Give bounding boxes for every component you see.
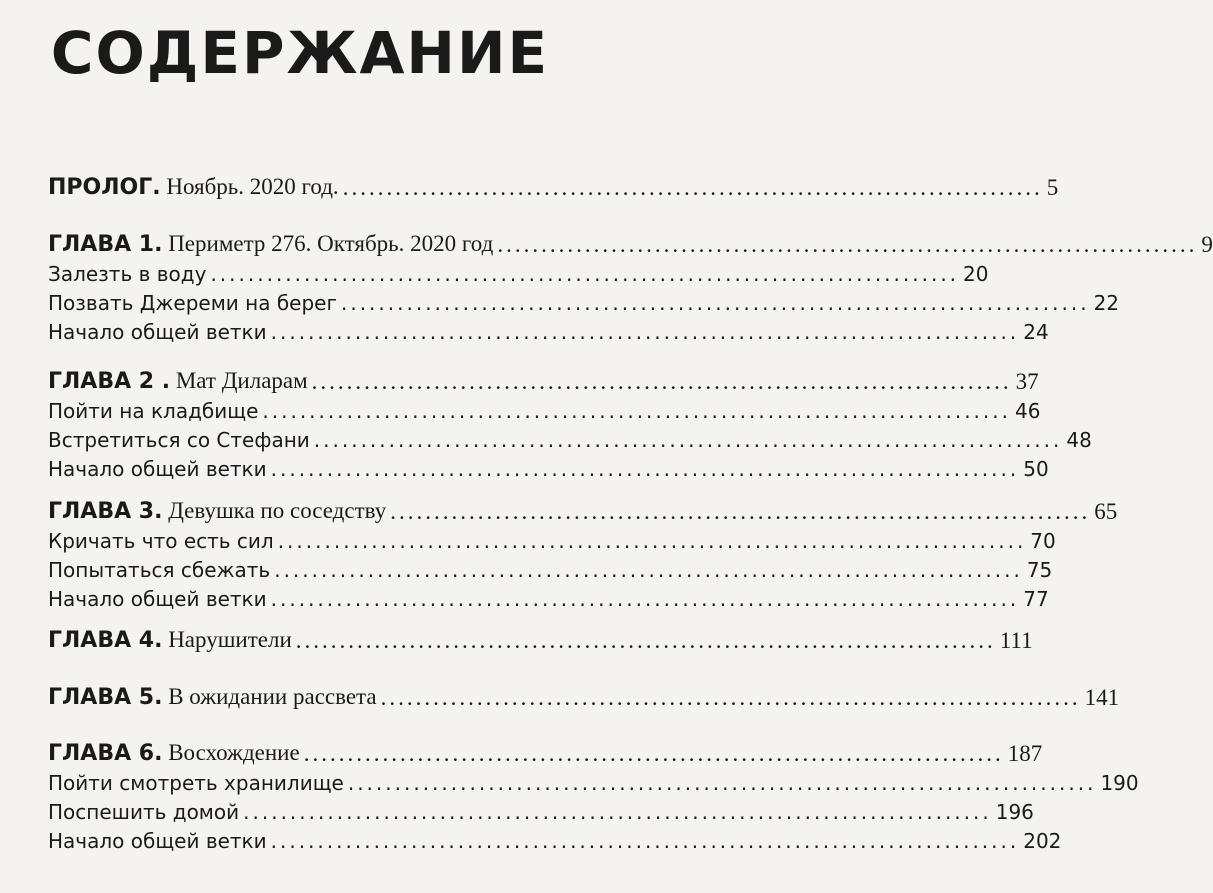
chapter-title: Мат Диларам bbox=[170, 368, 308, 393]
entry-label: Пойти смотреть хранилище bbox=[48, 771, 344, 795]
entry-label: Встретиться со Стефани bbox=[48, 428, 310, 452]
page-number: 75 bbox=[1026, 558, 1053, 582]
entry-label: Кричать что есть сил bbox=[48, 529, 274, 553]
toc-entry-chapter-1[interactable]: ГЛАВА 1. Периметр 276. Октябрь. 2020 год ................................................................................ 9 bbox=[48, 230, 580, 260]
toc-entry-sub[interactable]: Начало общей ветки ................................................................................ 77 bbox=[48, 584, 580, 614]
entry-label: Начало общей ветки bbox=[48, 320, 267, 344]
chapter-title: Нарушители bbox=[162, 627, 292, 652]
page-number: 70 bbox=[1030, 529, 1056, 553]
toc-entry-sub[interactable]: Попытаться сбежать ................................................................................ 75 bbox=[48, 555, 580, 585]
entry-label: Поспешить домой bbox=[48, 800, 240, 824]
toc-entry-chapter-3[interactable]: ГЛАВА 3. Девушка по соседству ................................................................................ 65 bbox=[48, 497, 580, 527]
entry-label: Пойти на кладбище bbox=[48, 399, 259, 423]
page-number: 111 bbox=[999, 628, 1033, 653]
page-number: 9 bbox=[1201, 232, 1213, 257]
entry-label: Начало общей ветки bbox=[48, 457, 267, 481]
entry-label: Начало общей ветки bbox=[48, 829, 267, 853]
page-title: СОДЕРЖАНИЕ bbox=[50, 19, 550, 87]
toc-entry-sub[interactable]: Поспешить домой ................................................................................ 196 bbox=[48, 797, 580, 827]
chapter-head: ГЛАВА 4. bbox=[48, 628, 163, 653]
page-number: 65 bbox=[1094, 499, 1118, 524]
page-number: 5 bbox=[1046, 175, 1059, 200]
entry-label: Начало общей ветки bbox=[48, 587, 267, 611]
toc-entry-chapter-4[interactable]: ГЛАВА 4. Нарушители ................................................................................ 111 bbox=[48, 626, 580, 656]
toc-entry-prologue[interactable]: ПРОЛОГ. Ноябрь. 2020 год. ................................................................................ 5 bbox=[48, 173, 580, 203]
page-number: 37 bbox=[1015, 369, 1039, 394]
page-number: 202 bbox=[1023, 829, 1062, 853]
chapter-head: ГЛАВА 5. bbox=[48, 685, 163, 710]
page-number: 190 bbox=[1100, 771, 1139, 795]
entry-label: Позвать Джереми на берег bbox=[48, 291, 337, 315]
toc-entry-sub[interactable]: Пойти на кладбище ................................................................................ 46 bbox=[48, 396, 580, 426]
toc-entry-chapter-5[interactable]: ГЛАВА 5. В ожидании рассвета ................................................................................ 141 bbox=[48, 683, 580, 713]
page-number: 24 bbox=[1023, 320, 1049, 344]
page-number: 22 bbox=[1093, 291, 1120, 315]
chapter-title: В ожидании рассвета bbox=[162, 684, 377, 709]
chapter-head: ГЛАВА 3. bbox=[48, 499, 163, 524]
entry-label: Попытаться сбежать bbox=[48, 558, 271, 582]
entry-label: Залезть в воду bbox=[48, 262, 207, 286]
chapter-title: Девушка по соседству bbox=[162, 498, 387, 523]
chapter-title: Периметр 276. Октябрь. 2020 год bbox=[162, 231, 494, 256]
toc-entry-sub[interactable]: Начало общей ветки ................................................................................ 50 bbox=[48, 454, 580, 484]
chapter-title: Ноябрь. 2020 год. bbox=[160, 174, 339, 199]
chapter-head: ПРОЛОГ. bbox=[48, 175, 161, 200]
page-number: 187 bbox=[1007, 741, 1043, 766]
toc-entry-sub[interactable]: Позвать Джереми на берег ................................................................................ 22 bbox=[48, 288, 580, 318]
chapter-head: ГЛАВА 6. bbox=[48, 741, 163, 766]
chapter-title: Восхождение bbox=[162, 740, 300, 765]
page-number: 50 bbox=[1023, 457, 1049, 481]
toc-entry-sub[interactable]: Пойти смотреть хранилище ................................................................................ 190 bbox=[48, 768, 580, 798]
toc-entry-sub[interactable]: Начало общей ветки ................................................................................ 202 bbox=[48, 826, 580, 856]
chapter-head: ГЛАВА 2 . bbox=[48, 369, 171, 394]
toc-entry-sub[interactable]: Кричать что есть сил ................................................................................ 70 bbox=[48, 526, 580, 556]
toc-entry-sub[interactable]: Встретиться со Стефани ................................................................................ 48 bbox=[48, 425, 580, 455]
toc-entry-sub[interactable]: Залезть в воду ................................................................................ 20 bbox=[48, 259, 580, 289]
page-number: 46 bbox=[1014, 399, 1041, 423]
page-number: 48 bbox=[1066, 428, 1092, 452]
page-number: 196 bbox=[995, 800, 1034, 824]
toc-entry-chapter-2[interactable]: ГЛАВА 2 . Мат Диларам ................................................................................ 37 bbox=[48, 367, 580, 397]
chapter-head: ГЛАВА 1. bbox=[48, 232, 163, 257]
page-number: 141 bbox=[1084, 685, 1120, 710]
page-number: 20 bbox=[963, 262, 989, 286]
page-number: 77 bbox=[1023, 587, 1049, 611]
toc-entry-sub[interactable]: Начало общей ветки ................................................................................ 24 bbox=[48, 317, 580, 347]
toc-entry-chapter-6[interactable]: ГЛАВА 6. Восхождение ................................................................................ 187 bbox=[48, 739, 580, 769]
